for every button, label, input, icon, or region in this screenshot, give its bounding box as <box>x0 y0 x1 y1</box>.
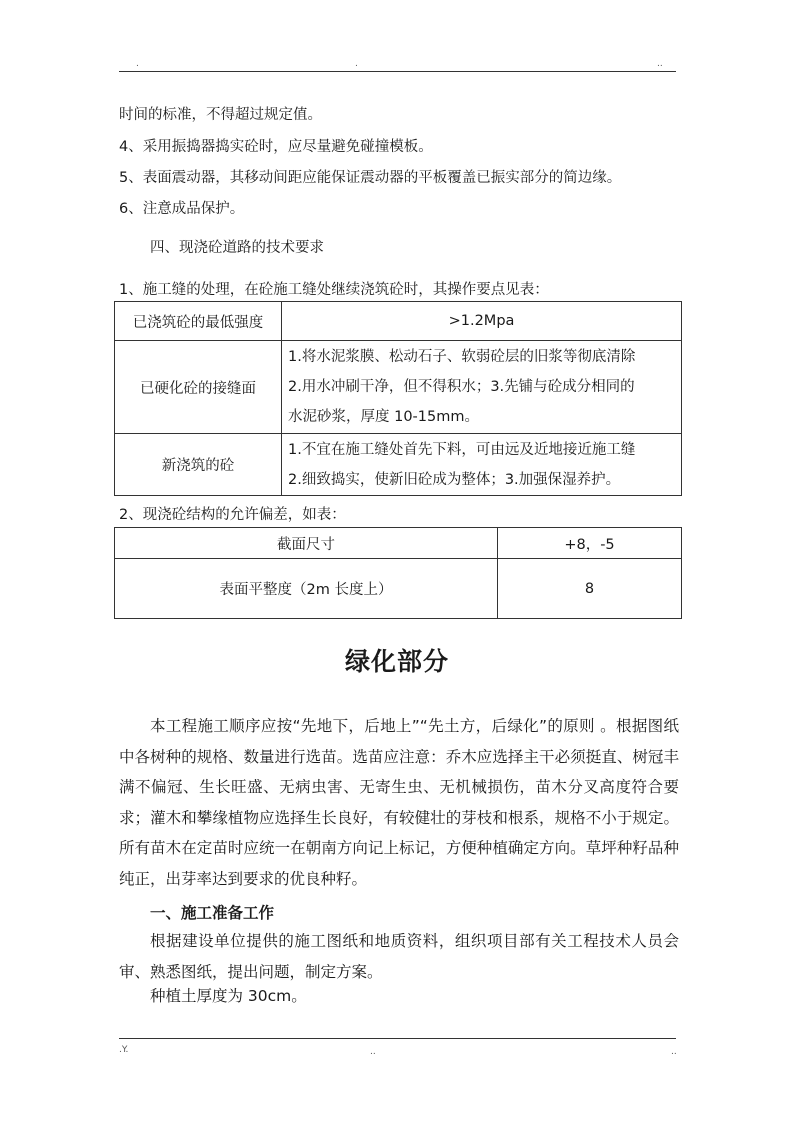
header-mark: . <box>355 59 358 69</box>
table-cell-label: 表面平整度（2m 长度上） <box>115 559 498 619</box>
text-line: 2、现浇砼结构的允许偏差，如表： <box>119 507 346 523</box>
footer-mark: .. <box>671 1047 677 1057</box>
text-line: 5、表面震动器，其移动间距应能保证震动器的平板覆盖已振实部分的简边缘。 <box>119 170 622 186</box>
footer-rule <box>119 1038 676 1039</box>
table-cell-requirements <box>282 434 682 496</box>
table-cell-label: 截面尺寸 <box>115 528 498 559</box>
sub-section-title: 四、现浇砼道路的技术要求 <box>150 240 324 256</box>
soil-thickness-line: 种植土厚度为 30cm。 <box>150 987 307 1005</box>
header-rule <box>119 71 676 72</box>
text-line: 时间的标准，不得超过规定值。 <box>119 107 322 123</box>
table-cell-requirements <box>282 341 682 434</box>
section-paragraph: 本工程施工顺序应按“先地下，后地上”“先土方，后绿化”的原则 。根据图纸中各树种的规格、数量进行选苗。选苗应注意：乔木应选择主干必须挺直、树冠丰满不偏冠、生长旺盛、无病虫害、无寄生虫、无机械损伤，苗木分叉高度符合要求；灌木和攀缘植物应选择生长良好，有较健壮的芽枝和根系，规格不小于规定。所有苗木在定苗时应统一在朝南方向记上标记，方便种植确定方向。草坪种籽品种纯正，出芽率达到要求的优良种籽。 <box>119 717 679 888</box>
text-line: 4、采用振捣器捣实砼时，应尽量避免碰撞模板。 <box>119 139 433 155</box>
sub-heading: 一、施工准备工作 <box>150 904 275 922</box>
requirement-line: 1.不宜在施工缝处首先下料，可由远及近地接近施工缝 <box>288 441 636 458</box>
text-line: 6、注意成品保护。 <box>119 201 245 217</box>
table-cell-value: +8，-5 <box>498 528 682 559</box>
header-mark: .. <box>657 59 663 69</box>
section-heading: 绿化部分 <box>344 647 449 676</box>
table-cell-value: 8 <box>498 559 682 619</box>
table-row <box>115 341 682 434</box>
requirement-line: 2.用水冲刷干净，但不得积水；3.先铺与砼成分相同的 <box>288 379 635 395</box>
requirement-line: 2.细致捣实，使新旧砼成为整体；3.加强保湿养护。 <box>288 471 621 488</box>
construction-joint-table <box>114 301 682 496</box>
requirement-line: 1.将水泥浆膜、松动石子、软弱砼层的旧浆等彻底清除 <box>288 349 636 365</box>
footer-mark: .. <box>370 1047 376 1057</box>
table-row <box>115 302 682 341</box>
text-line: 1、施工缝的处理，在砼施工缝处继续浇筑砼时，其操作要点见表： <box>119 282 549 298</box>
table-cell-label: 新浇筑的砼 <box>115 434 282 496</box>
requirement-line: 水泥砂浆，厚度 10-15mm。 <box>288 409 479 425</box>
table-row <box>115 528 682 559</box>
tolerance-table <box>114 527 682 619</box>
header-mark: . <box>136 59 139 69</box>
table-row <box>115 434 682 496</box>
table-row <box>115 559 682 619</box>
sub-paragraph: 根据建设单位提供的施工图纸和地质资料，组织项目部有关工程技术人员会审、熟悉图纸，提出问题，制定方案。 <box>119 932 679 981</box>
table-cell-label: 已浇筑砼的最低强度 <box>115 302 282 341</box>
footer-mark: .Y. <box>119 1045 129 1055</box>
table-cell-label: 已硬化砼的接缝面 <box>115 341 282 434</box>
table-cell-value: >1.2Mpa <box>282 302 682 341</box>
